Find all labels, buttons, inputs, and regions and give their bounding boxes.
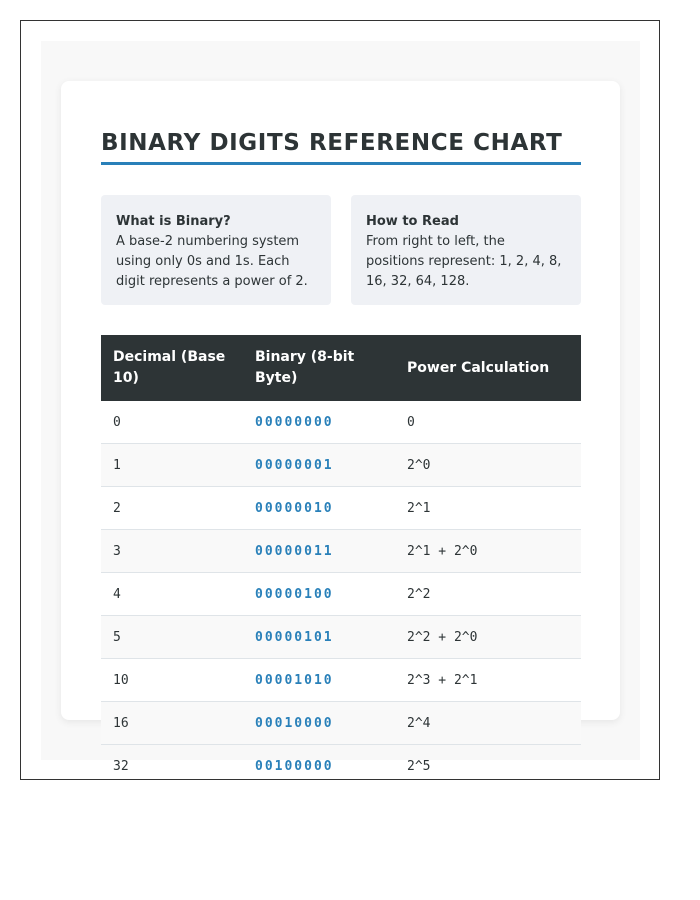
table-row [101,444,581,487]
binary-cell: 00010000 [243,702,395,745]
table-row [101,745,581,772]
power-cell: 2^1 + 2^0 [395,530,581,573]
info-text: A base-2 numbering system using only 0s and 1s. Each digit represents a power of 2. [116,234,308,289]
table-row [101,487,581,530]
decimal-cell: 0 [101,401,243,444]
binary-cell: 00001010 [243,659,395,702]
info-box-how-to-read [351,195,581,305]
column-header-decimal: Decimal (Base 10) [101,335,243,401]
power-cell: 2^1 [395,487,581,530]
power-cell: 2^5 [395,745,581,772]
info-row [101,195,581,305]
table-row [101,659,581,702]
decimal-cell: 3 [101,530,243,573]
power-cell: 2^3 + 2^1 [395,659,581,702]
power-cell: 2^2 [395,573,581,616]
binary-cell: 00000101 [243,616,395,659]
binary-table [101,335,581,771]
table-header-row [101,335,581,401]
binary-cell: 00000010 [243,487,395,530]
title-underline [101,162,581,165]
binary-cell: 00000001 [243,444,395,487]
decimal-cell: 5 [101,616,243,659]
table-container [101,305,581,771]
table-row [101,702,581,745]
power-cell: 0 [395,401,581,444]
decimal-cell: 16 [101,702,243,745]
binary-cell: 00000000 [243,401,395,444]
binary-cell: 00100000 [243,745,395,772]
column-header-power: Power Calculation [395,335,581,401]
power-cell: 2^4 [395,702,581,745]
table-row [101,401,581,444]
decimal-cell: 4 [101,573,243,616]
info-heading: What is Binary? [116,214,231,229]
info-box-what-is-binary [101,195,331,305]
power-cell: 2^0 [395,444,581,487]
decimal-cell: 2 [101,487,243,530]
decimal-cell: 32 [101,745,243,772]
column-header-binary: Binary (8-bit Byte) [243,335,395,401]
page-title: BINARY DIGITS REFERENCE CHART [101,130,563,156]
binary-cell: 00000011 [243,530,395,573]
table-row [101,616,581,659]
power-cell: 2^2 + 2^0 [395,616,581,659]
table-row [101,530,581,573]
decimal-cell: 10 [101,659,243,702]
binary-cell: 00000100 [243,573,395,616]
decimal-cell: 1 [101,444,243,487]
info-text: From right to left, the positions represent: 1, 2, 4, 8, 16, 32, 64, 128. [366,234,562,289]
table-row [101,573,581,616]
card-content [101,81,581,771]
info-heading: How to Read [366,214,459,229]
